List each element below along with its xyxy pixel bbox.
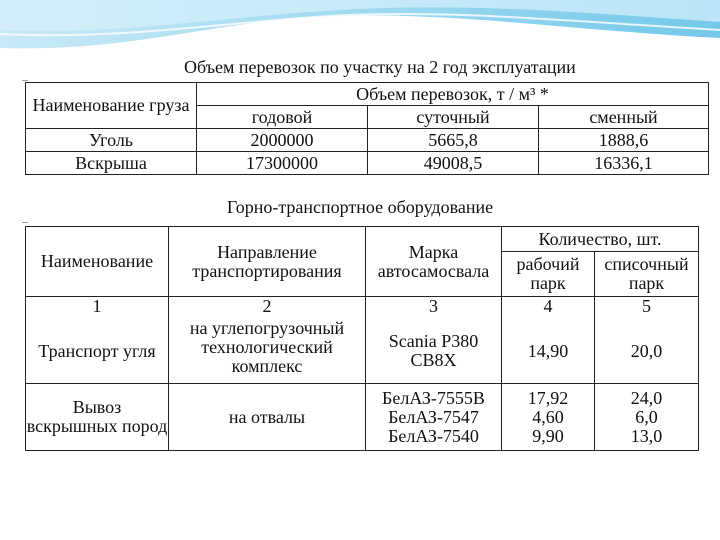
shift-value: 16336,1 [539, 152, 709, 175]
cargo-name: Уголь [26, 129, 197, 152]
column-number: 3 [366, 297, 502, 320]
column-number: 5 [595, 297, 699, 320]
working-value: 17,92 [527, 387, 569, 408]
overburden-brands [366, 384, 502, 451]
list-value: 13,0 [630, 425, 663, 446]
header-working-fleet: рабочий парк [502, 252, 595, 297]
column-number: 4 [502, 297, 595, 320]
header-brand: Марка автосамосвала [366, 227, 502, 297]
table2-title: Горно-транспортное оборудование [226, 197, 494, 217]
truck-brand: БелАЗ-7540 [388, 425, 479, 446]
annual-value: 17300000 [197, 152, 368, 175]
header-quantity: Количество, шт. [502, 227, 699, 252]
coal-name: Транспорт угля [26, 319, 169, 384]
header-cargo-name: Наименование груза [26, 83, 197, 129]
header-annual: годовой [197, 106, 368, 129]
working-value: 4,60 [532, 406, 564, 427]
header-volume: Объем перевозок, т / м³ * [197, 83, 709, 106]
table-row [26, 129, 709, 152]
transport-volume-table [25, 82, 709, 175]
working-value: 9,90 [532, 425, 564, 446]
column-number: 2 [169, 297, 366, 320]
header-daily: суточный [368, 106, 539, 129]
coal-list-fleet: 20,0 [595, 319, 699, 384]
table-row [26, 319, 699, 384]
list-value: 24,0 [630, 387, 663, 408]
truck-brand: БелАЗ-7547 [388, 406, 479, 427]
overburden-name: Вывоз вскрышных пород [26, 384, 169, 451]
header-direction: Направление транспортирования [169, 227, 366, 297]
header-name: Наименование [26, 227, 169, 297]
table-row [26, 384, 699, 451]
daily-value: 5665,8 [368, 129, 539, 152]
cargo-name: Вскрыша [26, 152, 197, 175]
header-shift: сменный [539, 106, 709, 129]
coal-brand: Scania P380 CB8X [366, 319, 502, 384]
daily-value: 49008,5 [368, 152, 539, 175]
equipment-table [25, 226, 699, 451]
shift-value: 1888,6 [539, 129, 709, 152]
overburden-working-fleet [502, 384, 595, 451]
coal-direction: на углепогрузочный технологический комплекс [169, 319, 366, 384]
overburden-list-fleet [595, 384, 699, 451]
annual-value: 2000000 [197, 129, 368, 152]
coal-working-fleet: 14,90 [502, 319, 595, 384]
truck-brand: БелАЗ-7555В [382, 387, 485, 408]
column-number: 1 [26, 297, 169, 320]
list-value: 6,0 [635, 406, 658, 427]
table1-title: Объем перевозок по участку на 2 год эксплуатации [184, 57, 576, 77]
header-list-fleet: списочный парк [595, 252, 699, 297]
table-row [26, 152, 709, 175]
overburden-direction: на отвалы [169, 384, 366, 451]
